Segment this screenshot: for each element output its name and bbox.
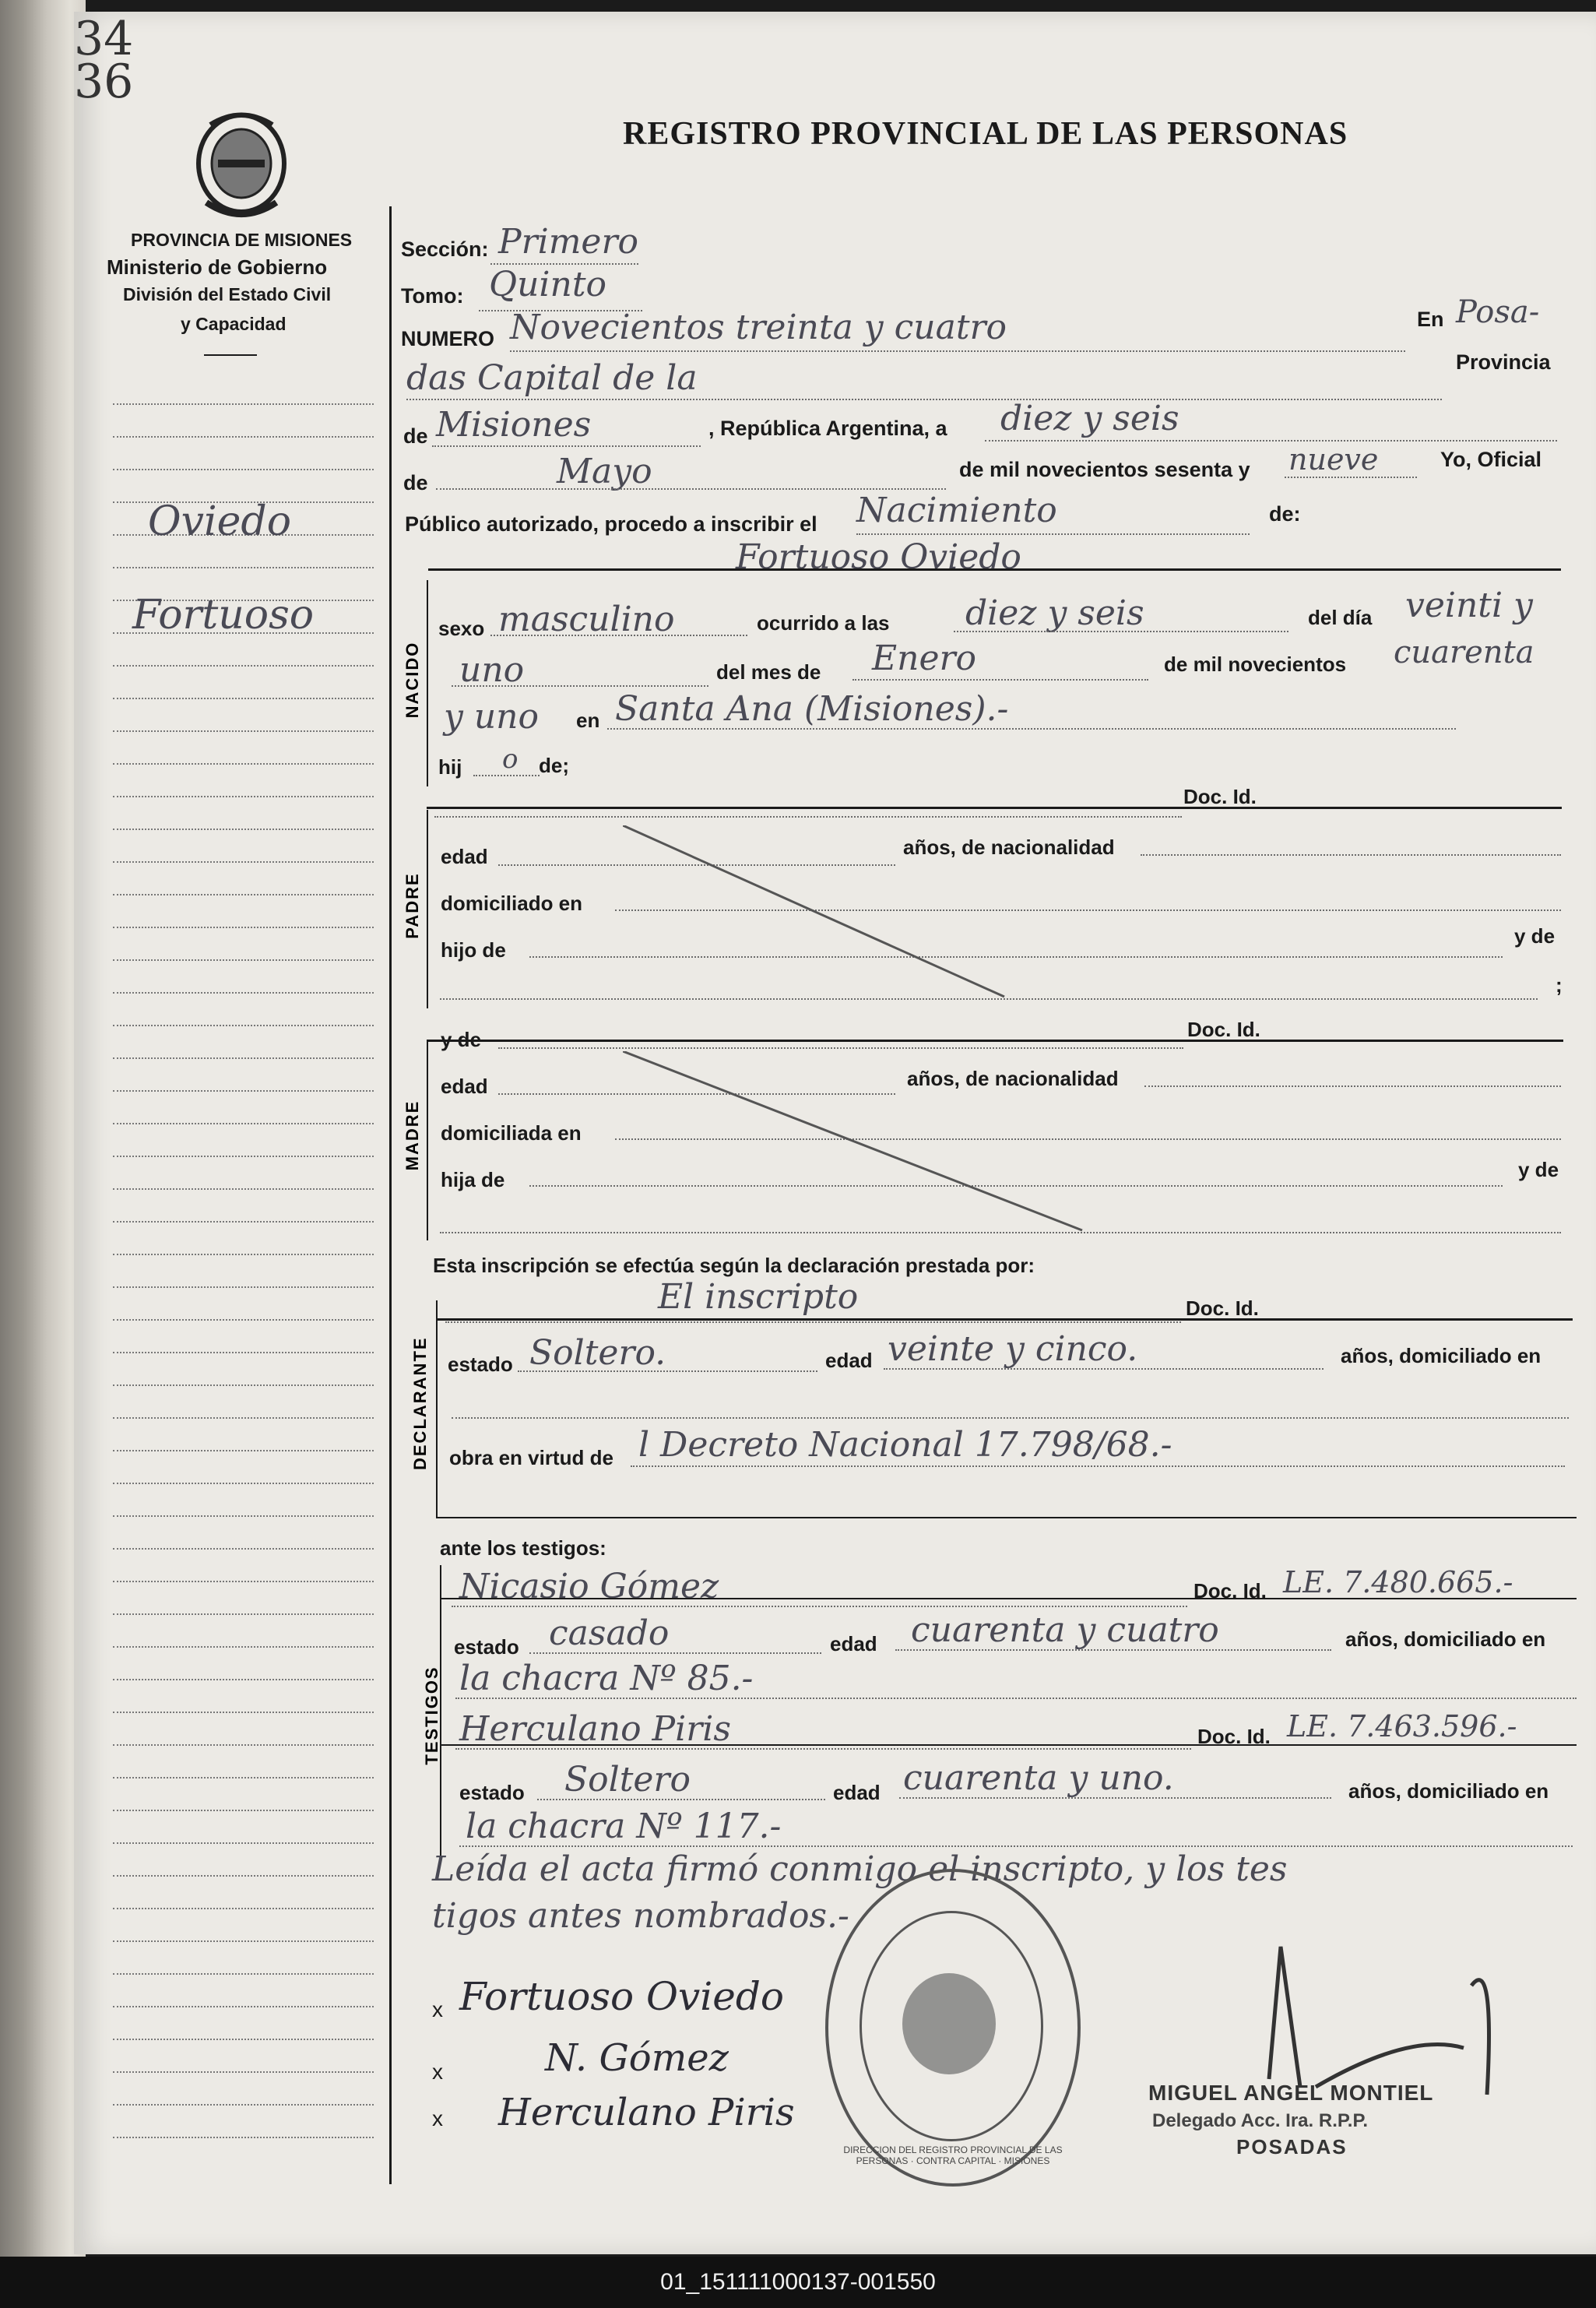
declarante-top-rule <box>436 1318 1573 1321</box>
hora-value: diez y seis <box>965 593 1144 633</box>
testigo2-estado-label: estado <box>459 1781 525 1804</box>
mes-value: Enero <box>872 639 977 678</box>
testigo2-anos-label: años, domiciliado en <box>1348 1779 1549 1803</box>
person-name-rule <box>428 568 1561 571</box>
del-dia-label: del día <box>1308 606 1373 629</box>
testigo1-anos-label: años, domiciliado en <box>1345 1627 1546 1651</box>
madre-yde-label: y de <box>1518 1158 1559 1181</box>
padre-domicilio-label: domiciliado en <box>441 892 583 915</box>
nacido-doc-label: Doc. Id. <box>1183 785 1257 808</box>
madre-domicilio-label: domiciliada en <box>441 1121 582 1145</box>
main-frame-rule <box>389 206 392 2184</box>
issuer-capacity: y Capacidad <box>181 314 287 334</box>
madre-section-label: MADRE <box>403 1099 422 1171</box>
declarante-section-label: DECLARANTE <box>410 1336 430 1470</box>
margin-note-given-name: Fortuoso <box>132 592 315 639</box>
declarante-estado-label: estado <box>448 1353 513 1376</box>
stamp-text: DIRECCION DEL REGISTRO PROVINCIAL DE LAS PERSONAS · CONTRA CAPITAL · MISIONES <box>843 2144 1063 2166</box>
declarante-obra-label: obra en virtud de <box>449 1446 613 1469</box>
hij-de-label: de; <box>539 754 569 777</box>
testigo1-doc-label: Doc. Id. <box>1193 1579 1267 1603</box>
sexo-label: sexo <box>438 617 485 640</box>
official-city: POSADAS <box>1236 2135 1348 2158</box>
stamp-emblem-icon <box>902 1973 996 2074</box>
issuer-province: PROVINCIA DE MISIONES <box>131 230 353 250</box>
en-lugar-label: en <box>576 709 600 732</box>
ante-testigos-label: ante los testigos: <box>440 1536 606 1560</box>
padre-doc-label: Doc. Id. <box>1187 1018 1260 1041</box>
numero-label: NUMERO <box>401 327 494 350</box>
official-role: Delegado Acc. Ira. R.P.P. <box>1152 2110 1369 2131</box>
hij-value: o <box>502 744 519 775</box>
de2-label: de <box>403 471 428 494</box>
de-label: de <box>403 424 428 448</box>
testigo2-rule <box>440 1744 1577 1746</box>
en-value: Posa- <box>1456 294 1540 330</box>
closing-text-line2: tigos antes nombrados.- <box>432 1896 849 1936</box>
testigo2-name: Herculano Piris <box>459 1709 731 1749</box>
nacido-section-label: NACIDO <box>403 641 422 719</box>
testigo2-edad-label: edad <box>833 1781 881 1804</box>
del-mes-label: del mes de <box>716 660 821 684</box>
padre-edad-label: edad <box>441 845 488 868</box>
document-title: REGISTRO PROVINCIAL DE LAS PERSONAS <box>623 116 1348 152</box>
testigo2-edad-value: cuarenta y uno. <box>903 1758 1174 1798</box>
seccion-label: Sección: <box>401 237 489 261</box>
testigo2-estado-value: Soltero <box>564 1760 691 1800</box>
signature-testigo1: N. Gómez <box>545 2036 729 2080</box>
padre-yde2-label: y de <box>441 1028 482 1051</box>
signature-mark-2: x <box>432 2060 443 2084</box>
yo-oficial-label: Yo, Oficial <box>1440 448 1542 471</box>
day-value: diez y seis <box>1000 399 1179 438</box>
official-name: MIGUEL ANGEL MONTIEL <box>1148 2081 1434 2105</box>
madre-edad-label: edad <box>441 1075 488 1098</box>
act-value: Nacimiento <box>856 491 1057 530</box>
signature-mark-1: x <box>432 1997 443 2021</box>
nacido-frame-rule <box>427 580 428 786</box>
hij-label: hij <box>438 755 462 779</box>
declarante-doc-label: Doc. Id. <box>1186 1296 1259 1320</box>
testigo1-edad-value: cuarenta y cuatro <box>911 1610 1219 1650</box>
testigo1-doc-value: LE. 7.480.665.- <box>1283 1565 1513 1599</box>
nacido-bottom-rule <box>427 807 1562 809</box>
declarante-estado-value: Soltero. <box>529 1333 666 1373</box>
madre-frame-rule <box>427 1042 428 1240</box>
de3-label: de: <box>1269 502 1301 526</box>
madre-anos-label: años, de nacionalidad <box>907 1067 1119 1090</box>
month-value: Mayo <box>557 452 652 491</box>
declarante-bottom-rule <box>436 1517 1577 1518</box>
year-value: nueve <box>1288 442 1379 477</box>
lugar-value: Santa Ana (Misiones).- <box>615 689 1009 729</box>
numero-value: Novecientos treinta y cuatro <box>510 308 1007 347</box>
mil-novecientos-label: de mil novecientos sesenta y <box>959 458 1250 481</box>
testigo2-doc-value: LE. 7.463.596.- <box>1287 1709 1517 1743</box>
margin-note-surname: Oviedo <box>148 498 292 545</box>
testigo1-edad-label: edad <box>830 1632 877 1655</box>
ocurrido-label: ocurrido a las <box>757 611 890 635</box>
en-label: En <box>1417 308 1444 331</box>
republica-label: , República Argentina, a <box>708 417 947 440</box>
dia-value: veinti y <box>1405 586 1533 625</box>
padre-bottom-rule <box>427 1040 1563 1042</box>
padre-anos-label: años, de nacionalidad <box>903 836 1115 859</box>
anio-value-continued: y uno <box>444 697 540 737</box>
signature-testigo2: Herculano Piris <box>498 2091 795 2134</box>
page-number-lower: 36 <box>74 55 134 109</box>
issuer-rule <box>204 354 257 356</box>
declaracion-label: Esta inscripción se efectúa según la declaración prestada por: <box>433 1254 1035 1277</box>
padre-cancel-stroke <box>623 825 1012 1004</box>
testigo1-name: Nicasio Gómez <box>459 1567 719 1606</box>
official-stamp <box>825 1869 1081 2187</box>
signature-mark-3: x <box>432 2106 443 2130</box>
declarante-edad-value: veinte y cinco. <box>888 1329 1138 1369</box>
declarante-anos-label: años, domiciliado en <box>1341 1344 1542 1367</box>
padre-semicolon: ; <box>1556 973 1563 997</box>
testigos-section-label: TESTIGOS <box>422 1666 441 1765</box>
provincia-label: Provincia <box>1456 350 1551 374</box>
padre-hijo-label: hijo de <box>441 938 506 962</box>
testigo2-doc-label: Doc. Id. <box>1197 1725 1271 1748</box>
tomo-label: Tomo: <box>401 284 464 308</box>
sexo-value: masculino <box>498 600 675 639</box>
closing-text-line1: Leída el acta firmó conmigo el inscripto, y los tes <box>432 1849 1288 1889</box>
padre-yde-label: y de <box>1514 924 1556 948</box>
testigo1-domicilio: la chacra Nº 85.- <box>459 1659 754 1698</box>
testigo1-rule <box>440 1598 1577 1599</box>
padre-section-label: PADRE <box>403 872 422 939</box>
declarante-edad-label: edad <box>825 1349 873 1372</box>
dia-value-continued: uno <box>459 650 525 690</box>
coat-of-arms-icon <box>191 109 292 226</box>
page-number-upper: 34 <box>74 12 134 66</box>
testigo2-domicilio: la chacra Nº 117.- <box>466 1807 782 1846</box>
person-name: Fortuoso Oviedo <box>736 537 1021 577</box>
seccion-value: Primero <box>498 222 638 262</box>
tomo-value: Quinto <box>489 265 606 304</box>
anio-value: cuarenta <box>1394 635 1534 670</box>
declarante-name-value: El inscripto <box>658 1277 859 1317</box>
madre-cancel-stroke <box>623 1051 1090 1238</box>
de-value: Misiones <box>436 405 592 445</box>
issuer-ministry: Ministerio de Gobierno <box>107 255 328 279</box>
testigo1-estado-value: casado <box>549 1613 670 1653</box>
declarante-obra-value: l Decreto Nacional 17.798/68.- <box>638 1425 1172 1465</box>
mil-novecientos-nacido-label: de mil novecientos <box>1164 653 1347 676</box>
signature-inscripto: Fortuoso Oviedo <box>459 1974 784 2019</box>
issuer-division: División del Estado Civil <box>123 284 332 304</box>
book-binding <box>0 0 86 2258</box>
declarante-frame-rule <box>436 1300 438 1518</box>
testigo1-estado-label: estado <box>454 1635 519 1659</box>
publico-label: Público autorizado, procedo a inscribir el <box>405 512 817 536</box>
archive-id-footer: 01_151111000137-001550 <box>0 2257 1596 2308</box>
madre-hija-label: hija de <box>441 1168 505 1191</box>
padre-frame-rule <box>427 810 428 1008</box>
en-value-continued: das Capital de la <box>406 358 698 398</box>
